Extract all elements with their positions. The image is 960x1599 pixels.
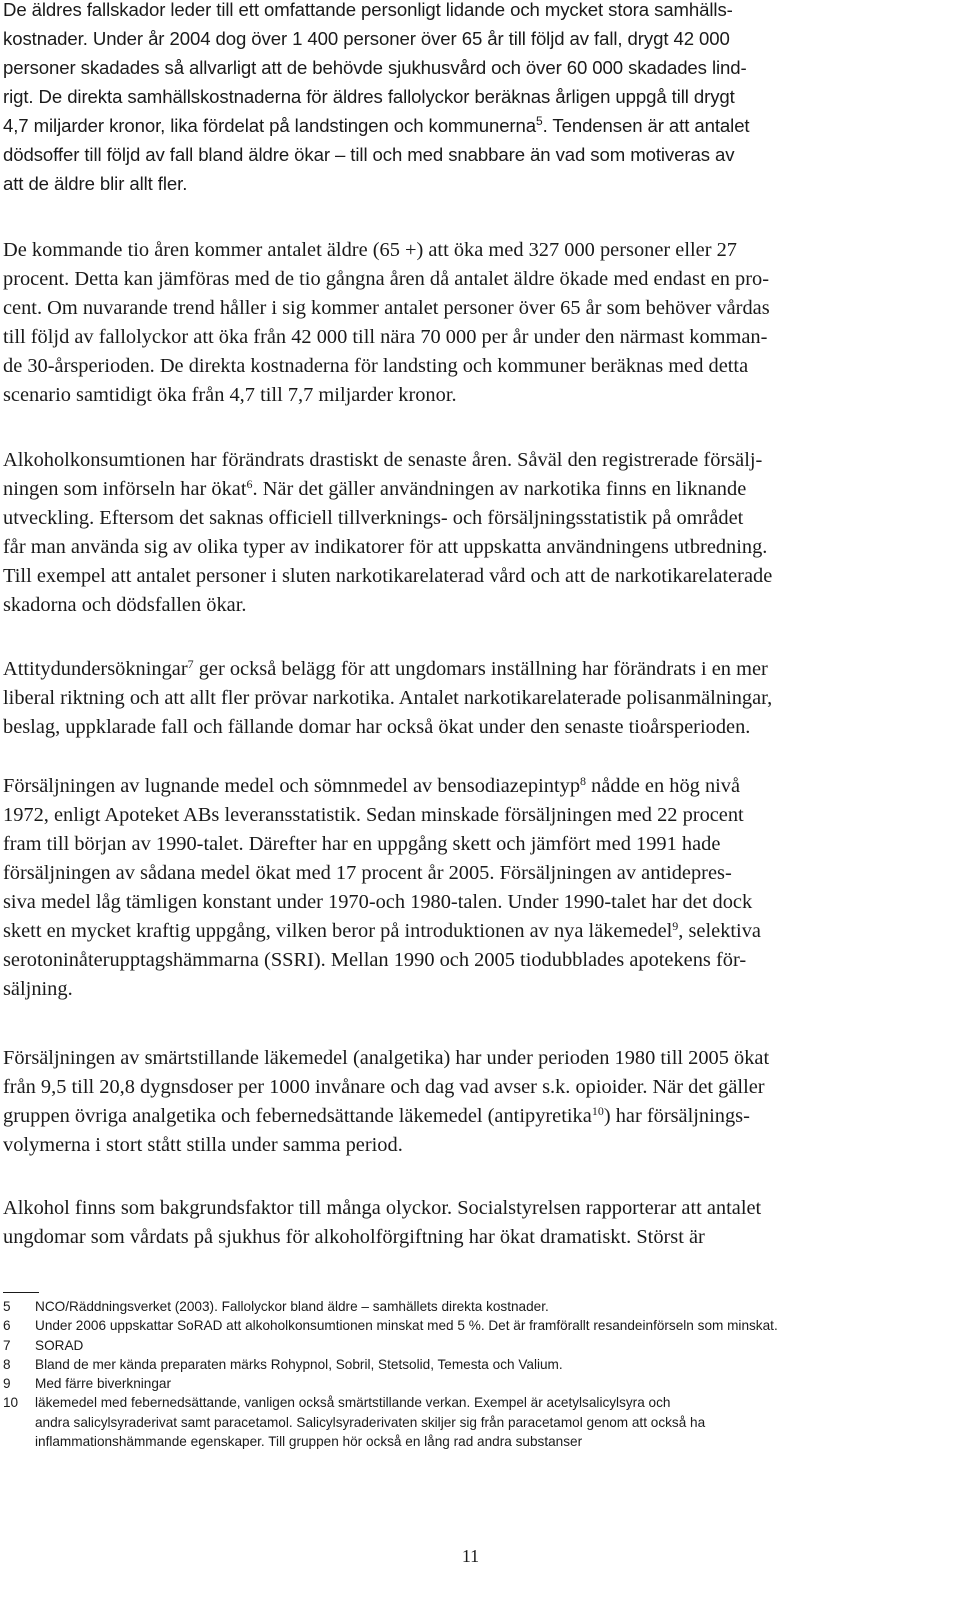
- footnote-number: 6: [3, 1318, 11, 1334]
- footnote-text: inflammationshämmande egenskaper. Till gruppen hör också en lång rad andra substanser: [35, 1434, 583, 1450]
- text-line: volymerna i stort stått stilla under samma period.: [3, 1134, 403, 1156]
- text-line: fram till början av 1990-talet. Därefter har en uppgång skett och jämfört med 1991 hade: [3, 833, 721, 855]
- text-line: Alkoholkonsumtionen har förändrats drastiskt de senaste åren. Såväl den registrerade försälj-: [3, 449, 763, 471]
- text-line: liberal riktning och att allt fler prövar narkotika. Antalet narkotikarelaterade polisanmälningar,: [3, 687, 773, 709]
- footnotes-list: [3, 1297, 948, 1451]
- footnote-item: [3, 1297, 948, 1316]
- footnote-text: SORAD: [35, 1337, 84, 1353]
- text-line: cent. Om nuvarande trend håller i sig kommer antalet personer över 65 år som behöver vårdas: [3, 297, 770, 319]
- page-number: 11: [461, 1546, 480, 1566]
- footnote-ref[interactable]: 5: [536, 114, 543, 128]
- text-line: rigt. De direkta samhällskostnaderna för äldres fallolyckor beräknas årligen uppgå till drygt: [3, 86, 735, 107]
- footnote-ref[interactable]: 6: [246, 477, 253, 491]
- text-line: scenario samtidigt öka från 4,7 till 7,7 miljarder kronor.: [3, 384, 457, 406]
- text-line: till följd av fallolyckor att öka från 42 000 till nära 70 000 per år under den närmast komman-: [3, 326, 768, 348]
- footnote-number: 5: [3, 1299, 11, 1314]
- text-line: siva medel låg tämligen konstant under 1970-och 1980-talen. Under 1990-talet har det dock: [3, 891, 753, 913]
- paragraph-elderly-falls: [3, 0, 938, 198]
- footnote-item: [3, 1355, 948, 1374]
- footnote-number: 9: [3, 1376, 11, 1392]
- text-line: Försäljningen av smärtstillande läkemedel (analgetika) har under perioden 1980 till 2005 ökat: [3, 1047, 770, 1069]
- footnote-text: Bland de mer kända preparaten märks Rohypnol, Sobril, Stetsolid, Temesta och Valium.: [35, 1356, 563, 1372]
- footnote-item: [3, 1336, 948, 1355]
- footnote-ref[interactable]: 10: [591, 1104, 604, 1118]
- text-line: att de äldre blir allt fler.: [3, 173, 188, 194]
- paragraph-attitude-surveys: [3, 655, 938, 742]
- footnote-item: [3, 1316, 948, 1335]
- text-line: säljning.: [3, 978, 73, 1000]
- footnote-ref[interactable]: 7: [187, 657, 194, 671]
- text-line: De äldres fallskador leder till ett omfattande personligt lidande och mycket stora samhälls-: [3, 0, 733, 20]
- text-line: personer skadades så allvarligt att de behövde sjukhusvård och över 60 000 skadades lind-: [3, 57, 747, 78]
- text-line: 1972, enligt Apoteket ABs leveransstatistik. Sedan minskade försäljningen med 22 procent: [3, 804, 744, 826]
- text-line: ungdomar som vårdats på sjukhus för alkoholförgiftning har ökat dramatiskt. Störst är: [3, 1226, 705, 1248]
- paragraph-analgesics: [3, 1044, 938, 1160]
- text-line: dödsoffer till följd av fall bland äldre ökar – till och med snabbare än vad som motiveras av: [3, 144, 735, 165]
- paragraph-coming-decade: [3, 236, 938, 410]
- footnote-text: Under 2006 uppskattar SoRAD att alkoholkonsumtionen minskat med 5 %. Det är framförallt resandeinförseln som minskat.: [35, 1318, 778, 1334]
- footnote-number: 7: [3, 1337, 11, 1353]
- footnote-text: läkemedel med febernedsättande, vanligen också smärtstillande verkan. Exempel är acetylsalicylsyra och: [35, 1395, 671, 1411]
- text-line: Försäljningen av lugnande medel och sömnmedel av bensodiazepintyp$^8$ nådde en hög nivå: [3, 774, 741, 797]
- text-line: De kommande tio åren kommer antalet äldre (65 +) att öka med 327 000 personer eller 27: [3, 239, 737, 261]
- footnote-ref[interactable]: 9: [672, 919, 679, 933]
- text-line: Attitydundersökningar$^7$ ger också belägg för att ungdomars inställning har förändrats i en mer: [3, 657, 768, 680]
- footnote-divider: [3, 1292, 39, 1293]
- text-line: Alkohol finns som bakgrundsfaktor till många olyckor. Socialstyrelsen rapporterar att antalet: [3, 1197, 762, 1219]
- text-line: kostnader. Under år 2004 dog över 1 400 personer över 65 år till följd av fall, drygt 42 000: [3, 28, 730, 49]
- footnote-text: andra salicylsyraderivat samt paracetamol. Salicylsyraderivaten skiljer sig från paracetamol genom att också ha: [35, 1414, 706, 1430]
- paragraph-alcohol-consumption: [3, 446, 938, 620]
- footnote-text: Med färre biverkningar: [35, 1376, 171, 1392]
- text-line: serotoninåterupptagshämmarna (SSRI). Mellan 1990 och 2005 tiodubblades apotekens för-: [3, 949, 747, 971]
- footnote-text: NCO/Räddningsverket (2003). Fallolyckor bland äldre – samhällets direkta kostnader.: [35, 1299, 549, 1314]
- text-line: de 30-årsperioden. De direkta kostnaderna för landsting och kommuner beräknas med detta: [3, 355, 749, 377]
- footnote-item: [3, 1374, 948, 1393]
- text-line: Till exempel att antalet personer i sluten narkotikarelaterad vård och att de narkotikarelaterade: [3, 565, 773, 587]
- text-line: ningen som införseln har ökat$^6$. När det gäller användningen av narkotika finns en liknande: [3, 477, 747, 500]
- text-line: från 9,5 till 20,8 dygnsdoser per 1000 invånare och dag vad avser s.k. opioider. När det gäller: [3, 1076, 765, 1098]
- text-line: gruppen övriga analgetika och febernedsättande läkemedel (antipyretika$^{10}$) har försäljnings-: [3, 1104, 750, 1127]
- footnote-item: [3, 1393, 948, 1451]
- text-line: beslag, uppklarade fall och fällande domar har också ökat under den senaste tioårsperioden.: [3, 716, 751, 738]
- paragraph-alcohol-accidents: [3, 1194, 938, 1252]
- text-line: procent. Detta kan jämföras med de tio gångna åren då antalet äldre ökade med endast en pro-: [3, 268, 770, 290]
- text-line: 4,7 miljarder kronor, lika fördelat på landstingen och kommunerna$^5$. Tendensen är att antalet: [3, 114, 750, 136]
- paragraph-sedatives-sales: [3, 772, 938, 1004]
- footnote-number: 8: [3, 1356, 11, 1372]
- text-line: försäljningen av sådana medel ökat med 17 procent år 2005. Försäljningen av antidepres-: [3, 862, 732, 884]
- text-line: får man använda sig av olika typer av indikatorer för att uppskatta användningens utbredning.: [3, 536, 768, 558]
- footnote-ref[interactable]: 8: [580, 774, 587, 788]
- footnote-number: 10: [3, 1395, 19, 1411]
- text-line: skadorna och dödsfallen ökar.: [3, 594, 247, 616]
- text-line: skett en mycket kraftig uppgång, vilken beror på introduktionen av nya läkemedel$^9$, selektiva: [3, 919, 761, 942]
- text-line: utveckling. Eftersom det saknas officiell tillverknings- och försäljningsstatistik på området: [3, 507, 744, 529]
